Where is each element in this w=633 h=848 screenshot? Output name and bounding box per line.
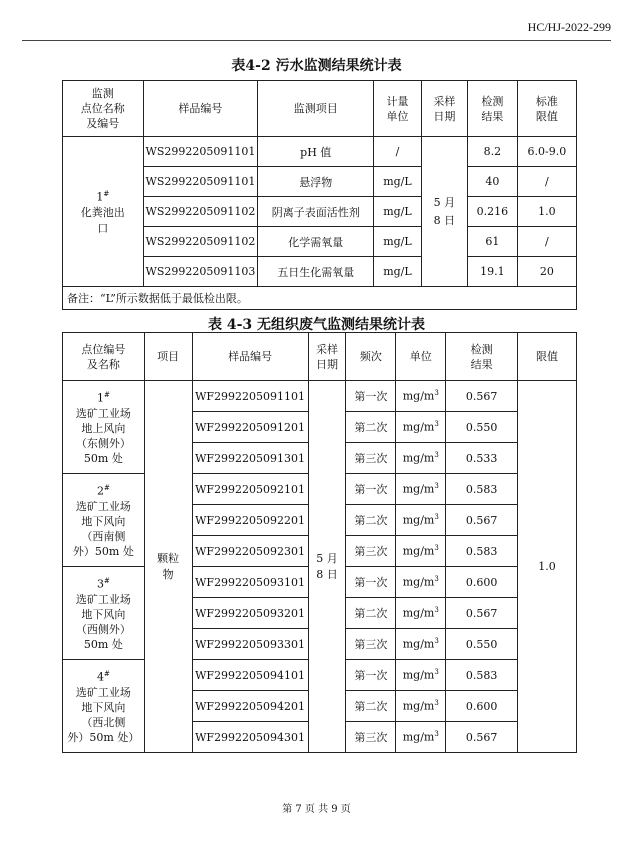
sampling-date-line: 8 日 — [316, 567, 338, 581]
point-name-line: （西南侧 — [81, 529, 126, 543]
col-header-limit: 限值 — [518, 333, 577, 381]
sample-id: WF2992205094301 — [192, 722, 308, 753]
point-number-mark: # — [103, 577, 110, 586]
table1-header-row — [63, 81, 577, 137]
monitoring-item: 悬浮物 — [258, 167, 374, 197]
unit-exponent: 3 — [434, 513, 439, 522]
sample-id: WF2992205092101 — [192, 474, 308, 505]
unit — [396, 629, 446, 660]
header-divider — [22, 40, 611, 41]
unit — [396, 536, 446, 567]
col-header-date-line: 采样 — [316, 342, 339, 356]
sample-id: WS2992205091103 — [143, 257, 258, 287]
point-name-line: 化粪池出 — [80, 206, 125, 220]
point-cell — [63, 660, 145, 753]
point-cell — [63, 381, 145, 474]
sample-id: WF2992205091301 — [192, 443, 308, 474]
col-header-limit-line: 限值 — [535, 109, 558, 123]
sampling-date — [308, 381, 346, 753]
frequency: 第二次 — [346, 412, 396, 443]
unit-base: mg/m — [402, 606, 435, 620]
sample-id: WS2992205091102 — [143, 197, 258, 227]
unit-exponent: 3 — [434, 575, 439, 584]
col-header-item: 监测项目 — [258, 81, 374, 137]
monitoring-item: 阴离子表面活性剂 — [258, 197, 374, 227]
col-header-item: 项目 — [144, 333, 192, 381]
col-header-result — [446, 333, 518, 381]
frequency: 第一次 — [346, 381, 396, 412]
table2-header-row — [63, 333, 577, 381]
sample-id: WF2992205091101 — [192, 381, 308, 412]
unit: mg/L — [374, 197, 422, 227]
unit-base: mg/m — [402, 730, 435, 744]
pollutant-item — [144, 381, 192, 753]
point-number — [65, 667, 142, 685]
unit: / — [374, 137, 422, 167]
point-name-line: 地下风向 — [81, 607, 126, 621]
point-number-value: 4 — [96, 670, 104, 684]
point-name-line: 地下风向 — [81, 700, 126, 714]
point-name-line: （西北侧 — [81, 715, 126, 729]
unit-exponent: 3 — [434, 668, 439, 677]
table2-body — [63, 381, 577, 753]
frequency: 第三次 — [346, 629, 396, 660]
result: 0.567 — [446, 381, 518, 412]
sampling-date-line: 5 月 — [433, 195, 456, 209]
col-header-point-line: 及编号 — [86, 117, 120, 130]
unit — [396, 381, 446, 412]
unit-base: mg/m — [402, 482, 435, 496]
sample-id: WF2992205093201 — [192, 598, 308, 629]
unit — [396, 412, 446, 443]
col-header-point-line: 点位编号 — [81, 342, 126, 356]
unit-exponent: 3 — [434, 606, 439, 615]
unit-exponent: 3 — [434, 420, 439, 429]
monitoring-item: pH 值 — [258, 137, 374, 167]
unit: mg/L — [374, 257, 422, 287]
point-cell — [63, 137, 144, 287]
result: 19.1 — [468, 257, 518, 287]
point-number-value: 1 — [96, 190, 104, 204]
unit — [396, 660, 446, 691]
point-name-line: （东侧外） — [75, 436, 131, 450]
frequency: 第二次 — [346, 691, 396, 722]
col-header-result-line: 检测 — [481, 94, 504, 108]
unit — [396, 691, 446, 722]
unit — [396, 598, 446, 629]
result: 0.567 — [446, 722, 518, 753]
point-cell — [63, 567, 145, 660]
unit — [396, 722, 446, 753]
col-header-unit: 单位 — [396, 333, 446, 381]
result: 0.550 — [446, 629, 518, 660]
unit-base: mg/m — [402, 668, 435, 682]
unit-exponent: 3 — [434, 730, 439, 739]
result: 0.600 — [446, 567, 518, 598]
frequency: 第一次 — [346, 567, 396, 598]
sampling-date-line: 8 日 — [433, 213, 456, 227]
result: 8.2 — [468, 137, 518, 167]
sample-id: WF2992205093301 — [192, 629, 308, 660]
unit-base: mg/m — [402, 575, 435, 589]
col-header-limit-line: 标准 — [535, 94, 558, 108]
col-header-freq: 频次 — [346, 333, 396, 381]
unit-base: mg/m — [402, 637, 435, 651]
frequency: 第二次 — [346, 598, 396, 629]
point-number — [65, 186, 141, 206]
result: 0.583 — [446, 660, 518, 691]
unit-exponent: 3 — [434, 544, 439, 553]
point-name-line: 选矿工业场 — [75, 592, 131, 606]
point-name-line: 选矿工业场 — [75, 499, 131, 513]
table2-title: 表 4-3 无组织废气监测结果统计表 — [207, 317, 426, 333]
col-header-date-line: 日期 — [433, 109, 456, 123]
result: 0.550 — [446, 412, 518, 443]
limit: / — [517, 167, 576, 197]
table-row — [63, 381, 577, 412]
point-name-line: 50m 处 — [83, 451, 123, 465]
sampling-date-line: 5 月 — [316, 551, 338, 565]
sample-id: WF2992205091201 — [192, 412, 308, 443]
result: 0.533 — [446, 443, 518, 474]
result: 0.567 — [446, 598, 518, 629]
point-name-line: 地上风向 — [81, 421, 126, 435]
sample-id: WS2992205091101 — [143, 167, 258, 197]
result: 61 — [468, 227, 518, 257]
point-number — [65, 388, 142, 406]
fugitive-gas-results-table — [62, 332, 577, 753]
unit-base: mg/m — [402, 544, 435, 558]
limit: / — [517, 227, 576, 257]
unit-base: mg/m — [402, 513, 435, 527]
sample-id: WF2992205092301 — [192, 536, 308, 567]
col-header-unit — [374, 81, 422, 137]
point-number-mark: # — [103, 189, 110, 198]
note-row — [63, 287, 577, 310]
point-number-mark: # — [103, 670, 110, 679]
frequency: 第三次 — [346, 443, 396, 474]
unit-exponent: 3 — [434, 699, 439, 708]
point-number-value: 1 — [96, 391, 104, 405]
col-header-date-line: 日期 — [316, 357, 339, 371]
unit: mg/L — [374, 167, 422, 197]
result: 0.600 — [446, 691, 518, 722]
unit — [396, 474, 446, 505]
unit — [396, 443, 446, 474]
result: 0.567 — [446, 505, 518, 536]
col-header-result-line: 结果 — [481, 109, 504, 123]
frequency: 第二次 — [346, 505, 396, 536]
unit-base: mg/m — [402, 699, 435, 713]
sample-id: WF2992205092201 — [192, 505, 308, 536]
unit: mg/L — [374, 227, 422, 257]
col-header-date-line: 采样 — [433, 94, 456, 108]
point-name-line: 50m 处 — [83, 637, 123, 651]
col-header-point — [63, 81, 144, 137]
frequency: 第三次 — [346, 722, 396, 753]
col-header-date — [421, 81, 467, 137]
sample-id: WF2992205094101 — [192, 660, 308, 691]
wastewater-results-table — [62, 80, 577, 310]
point-number-mark: # — [103, 391, 110, 400]
col-header-result — [468, 81, 518, 137]
table-row — [63, 137, 577, 167]
monitoring-item: 化学需氧量 — [258, 227, 374, 257]
document-id: HC/HJ-2022-299 — [527, 20, 611, 34]
sample-id: WS2992205091102 — [143, 227, 258, 257]
unit-exponent: 3 — [434, 482, 439, 491]
col-header-unit-line: 计量 — [386, 94, 409, 108]
frequency: 第一次 — [346, 660, 396, 691]
point-number-value: 3 — [96, 577, 104, 591]
col-header-point-line: 及名称 — [86, 357, 120, 371]
page-number: 第 7 页 共 9 页 — [282, 804, 351, 815]
col-header-sample: 样品编号 — [192, 333, 308, 381]
pollutant-item-line: 物 — [162, 567, 174, 581]
col-header-point-line: 点位名称 — [80, 102, 125, 115]
col-header-result-line: 检测 — [470, 342, 493, 356]
sample-id: WF2992205094201 — [192, 691, 308, 722]
unit-base: mg/m — [402, 389, 435, 403]
result: 0.583 — [446, 536, 518, 567]
frequency: 第一次 — [346, 474, 396, 505]
unit-exponent: 3 — [434, 451, 439, 460]
point-name-line: 地下风向 — [81, 514, 126, 528]
limit-value: 1.0 — [518, 381, 577, 753]
sample-id: WF2992205093101 — [192, 567, 308, 598]
point-name-line: 外）50m 处） — [67, 730, 140, 744]
sampling-date — [421, 137, 467, 287]
point-name-line: （西侧外） — [75, 622, 131, 636]
col-header-limit — [517, 81, 576, 137]
unit — [396, 567, 446, 598]
result: 40 — [468, 167, 518, 197]
unit-base: mg/m — [402, 451, 435, 465]
monitoring-item: 五日生化需氧量 — [258, 257, 374, 287]
result: 0.216 — [468, 197, 518, 227]
point-name-line: 口 — [97, 222, 109, 236]
sample-id: WS2992205091101 — [143, 137, 258, 167]
pollutant-item-line: 颗粒 — [157, 551, 180, 565]
col-header-point — [63, 333, 145, 381]
point-number — [65, 481, 142, 499]
unit-base: mg/m — [402, 420, 435, 434]
col-header-sample: 样品编号 — [143, 81, 258, 137]
frequency: 第三次 — [346, 536, 396, 567]
unit-exponent: 3 — [434, 637, 439, 646]
result: 0.583 — [446, 474, 518, 505]
unit-exponent: 3 — [434, 389, 439, 398]
limit: 6.0-9.0 — [517, 137, 576, 167]
point-number-value: 2 — [96, 484, 104, 498]
col-header-unit-line: 单位 — [386, 109, 409, 123]
point-name-line: 选矿工业场 — [75, 685, 131, 699]
point-number — [65, 574, 142, 592]
point-cell — [63, 474, 145, 567]
unit — [396, 505, 446, 536]
col-header-result-line: 结果 — [470, 357, 493, 371]
limit: 1.0 — [517, 197, 576, 227]
table1-title: 表4-2 污水监测结果统计表 — [231, 58, 402, 74]
col-header-point-line: 监测 — [91, 87, 114, 100]
point-name-line: 外）50m 处 — [72, 544, 134, 558]
point-number-mark: # — [103, 484, 110, 493]
col-header-date — [308, 333, 346, 381]
limit: 20 — [517, 257, 576, 287]
table-note: 备注：“L”所示数据低于最低检出限。 — [63, 287, 577, 310]
point-name-line: 选矿工业场 — [75, 406, 131, 420]
